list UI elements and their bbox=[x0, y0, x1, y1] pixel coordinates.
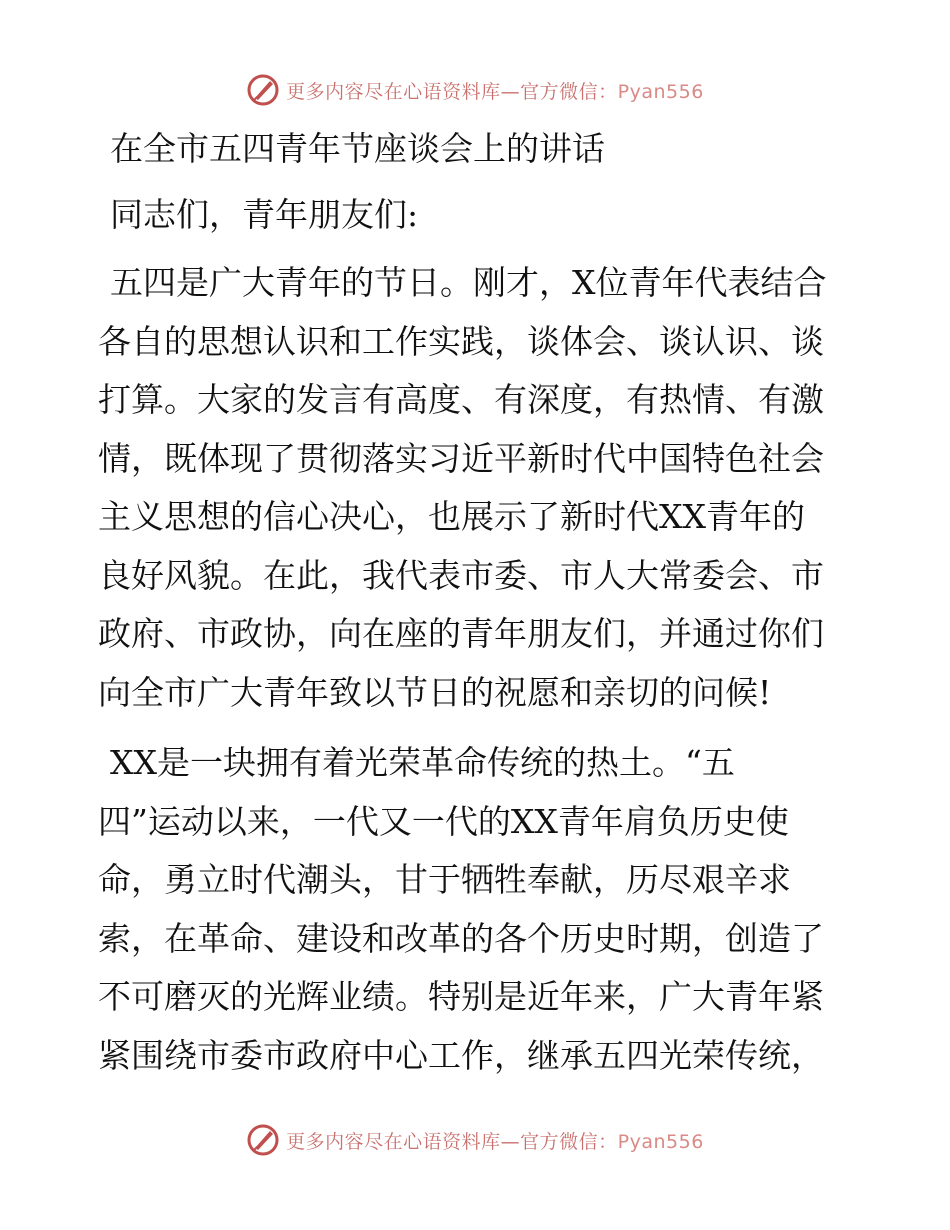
paragraph-line: 不可磨灭的光辉业绩。特别是近年来，广大青年紧 bbox=[98, 977, 824, 1016]
watermark-banner-bottom bbox=[0, 1120, 950, 1160]
paragraph-2 bbox=[98, 734, 858, 1085]
paragraph-line: 四”运动以来，一代又一代的XX青年肩负历史使 bbox=[98, 801, 789, 841]
quill-seal-icon bbox=[246, 1123, 280, 1157]
watermark-text-top: 更多内容尽在心语资料库—官方微信：Pyan556 bbox=[286, 80, 704, 103]
wechat-id: Pyan556 bbox=[617, 80, 704, 103]
watermark-banner-top bbox=[0, 70, 950, 110]
paragraph-line: 五四是广大青年的节日。刚才，X位青年代表结合 bbox=[110, 263, 827, 302]
paragraph-line: 索，在革命、建设和改革的各个历史时期，创造了 bbox=[98, 918, 824, 958]
quill-seal-icon bbox=[246, 73, 280, 107]
paragraph-line: 紧围绕市委市政府中心工作，继承五四光荣传统， bbox=[98, 1035, 824, 1075]
paragraph-line: 良好风貌。在此，我代表市委、市人大常委会、市 bbox=[98, 555, 824, 595]
paragraph-line: 命，勇立时代潮头，甘于牺牲奉献，历尽艰辛求 bbox=[98, 860, 791, 899]
paragraph-line: 政府、市政协，向在座的青年朋友们，并通过你们 bbox=[98, 614, 824, 653]
paragraph-line: XX是一块拥有着光荣革命传统的热土。“五 bbox=[110, 743, 735, 782]
wechat-id: Pyan556 bbox=[617, 1130, 704, 1153]
document-title: 在全市五四青年节座谈会上的讲话 bbox=[110, 129, 605, 168]
paragraph-line: 情，既体现了贯彻落实习近平新时代中国特色社会 bbox=[98, 438, 824, 478]
watermark-text-bottom: 更多内容尽在心语资料库—官方微信：Pyan556 bbox=[286, 1130, 704, 1153]
paragraph-line: 主义思想的信心决心，也展示了新时代XX青年的 bbox=[98, 497, 805, 536]
paragraph-line: 打算。大家的发言有高度、有深度，有热情、有激 bbox=[98, 380, 824, 419]
salutation: 同志们，青年朋友们: bbox=[110, 195, 419, 234]
document-body bbox=[98, 120, 858, 1097]
paragraph-line: 向全市广大青年致以节日的祝愿和亲切的问候! bbox=[98, 672, 772, 712]
paragraph-line: 各自的思想认识和工作实践，谈体会、谈认识、谈 bbox=[98, 321, 824, 361]
paragraph-1 bbox=[98, 254, 858, 722]
